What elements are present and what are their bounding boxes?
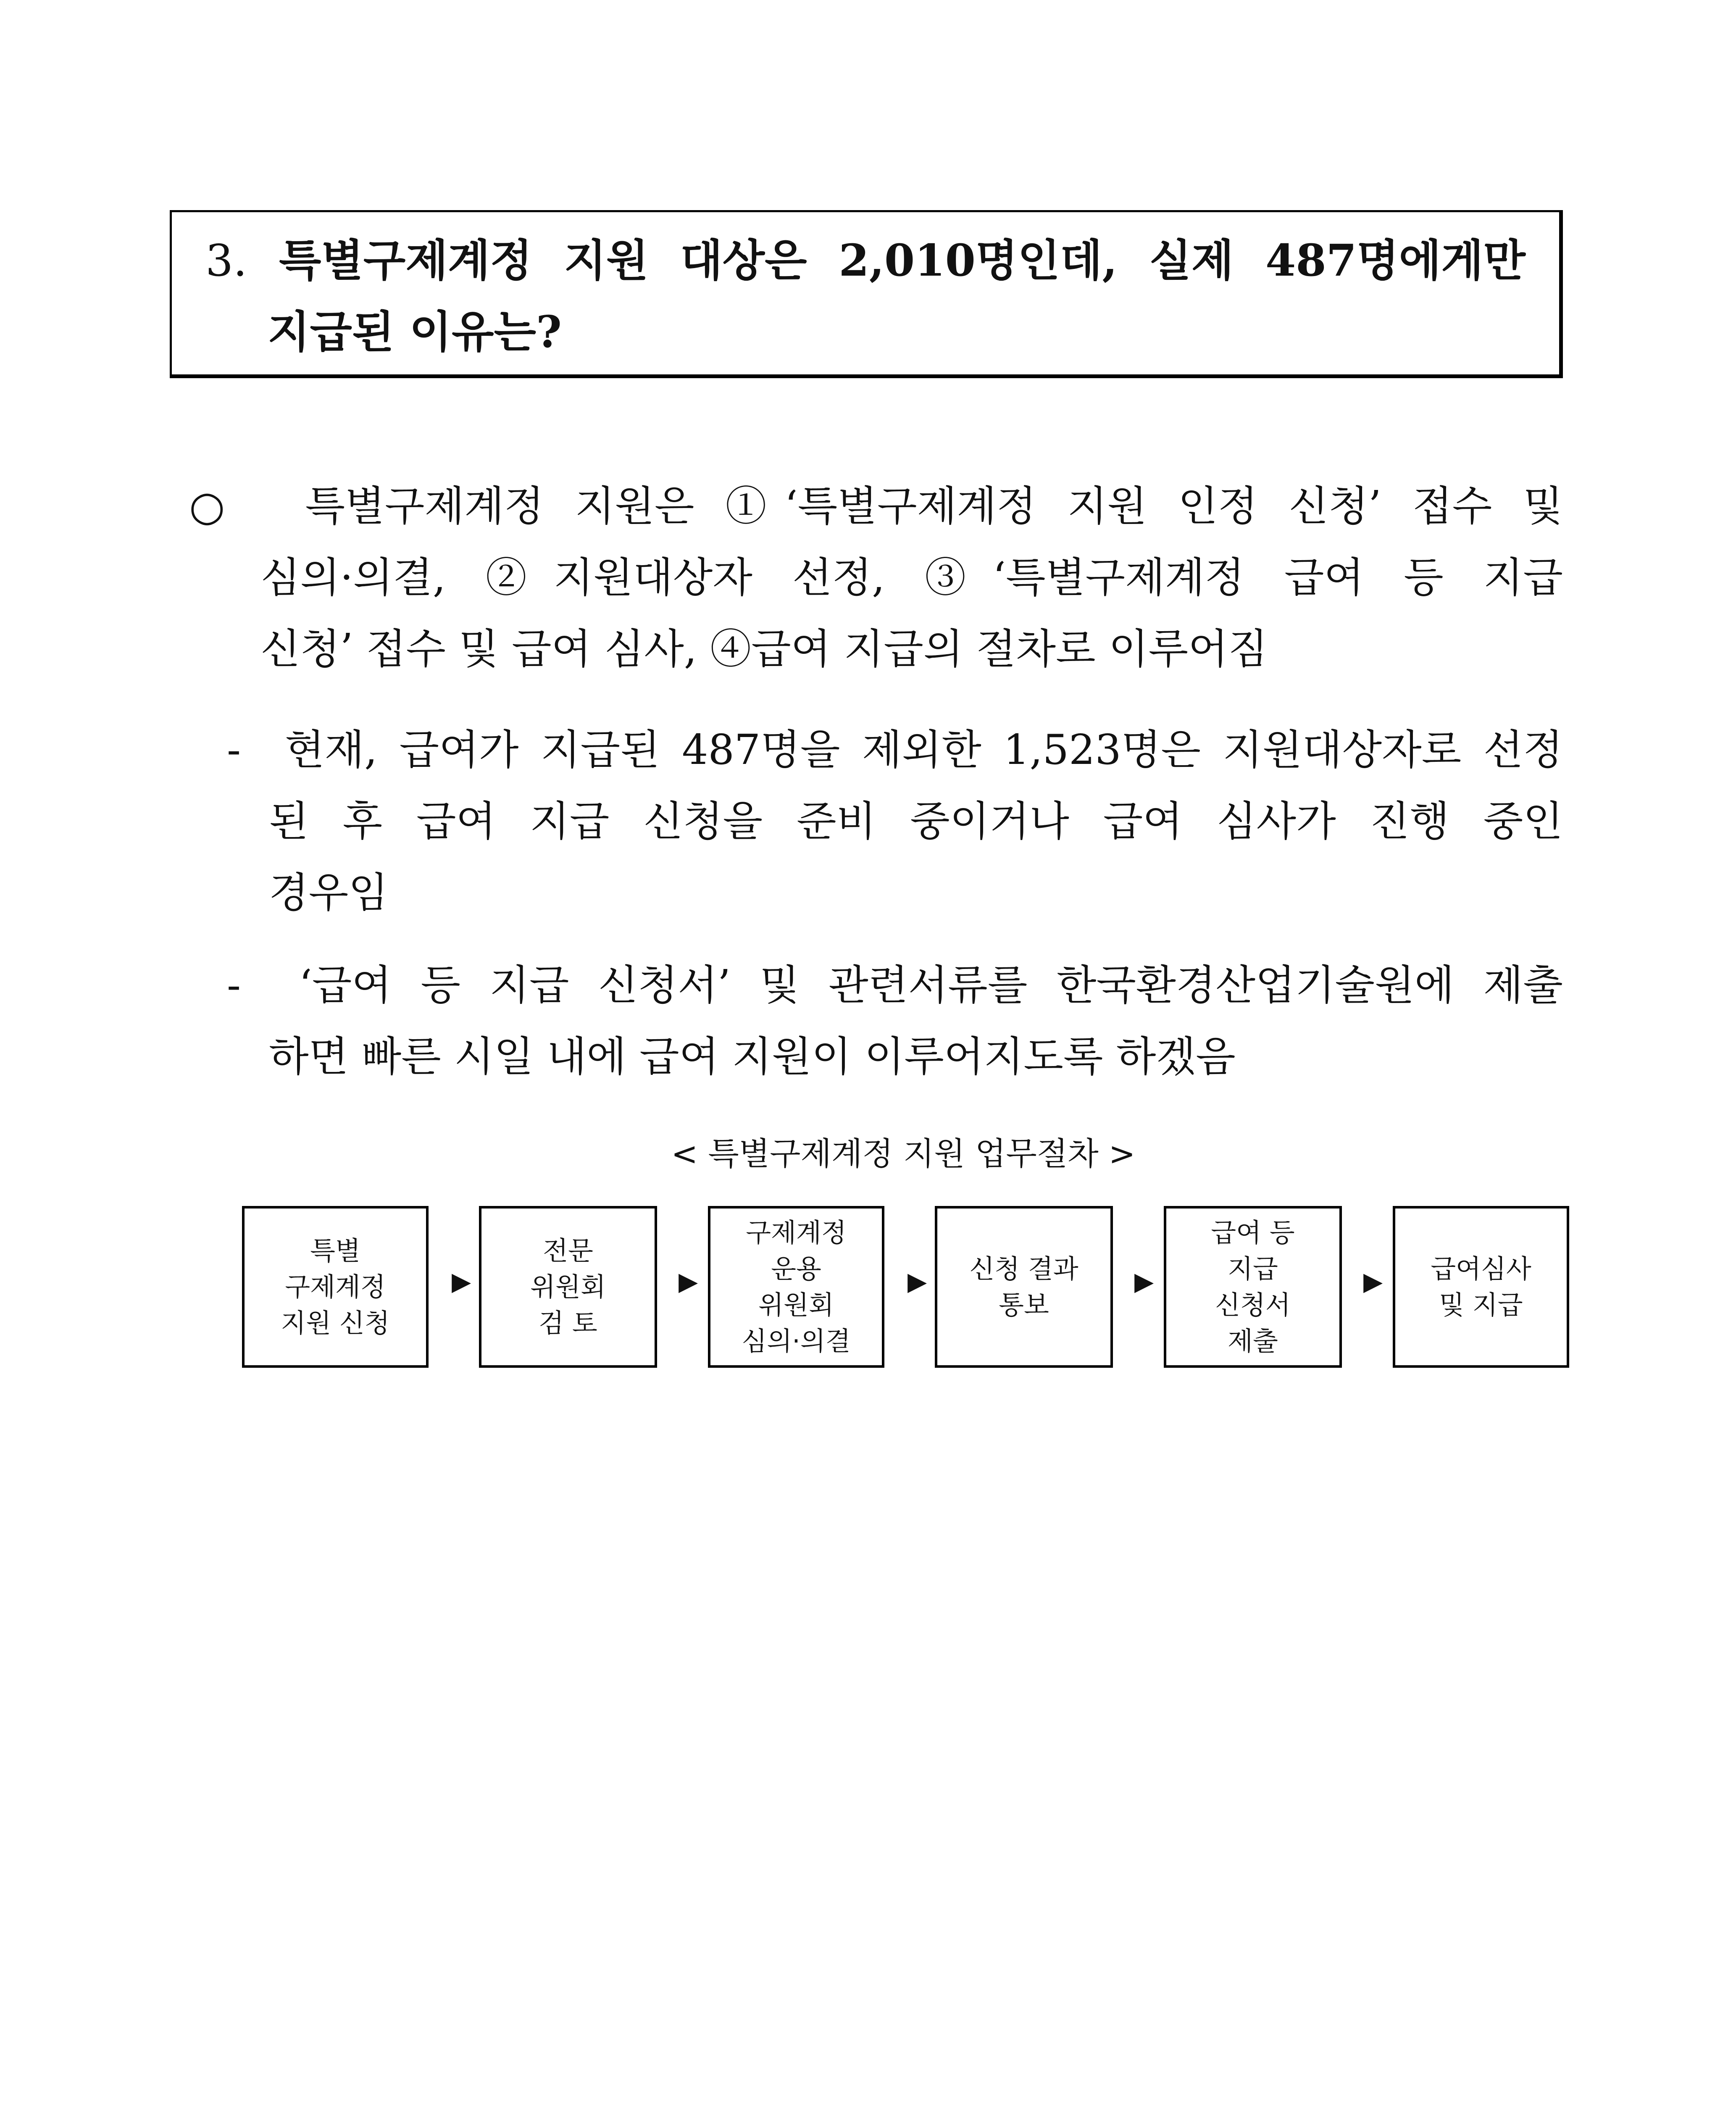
flow-step-1-line: 지원 신청 (281, 1307, 390, 1338)
dash-item-2-line-1 (227, 950, 1563, 1021)
bullet-line-1 (189, 471, 1563, 542)
flow-step-6 (1393, 1206, 1569, 1368)
dash-item-1-line-1 (227, 714, 1563, 786)
flow-step-3-line: 운용 (771, 1253, 821, 1284)
dash-marker: - (227, 961, 241, 1009)
flow-step-5-line: 제출 (1228, 1325, 1278, 1356)
flow-step-6-line: 급여심사 (1431, 1253, 1531, 1284)
bullet-line-3: 신청’ 접수 및 급여 심사, ④급여 지급의 절차로 이루어짐 (260, 625, 1268, 673)
flow-step-3-line: 구제계정 (746, 1217, 847, 1248)
bullet-line-2: 심의·의결, ②지원대상자 선정, ③‘특별구제계정 급여 등 지급 (260, 554, 1563, 602)
bullet-paragraph (189, 471, 1563, 685)
flow-step-4 (935, 1206, 1113, 1368)
dash-item-1-line-3: 경우임 (269, 869, 389, 917)
flow-step-4-line: 통보 (999, 1289, 1049, 1320)
dash-item-1-line-2: 된 후 급여 지급 신청을 준비 중이거나 급여 심사가 진행 중인 (269, 798, 1563, 845)
flow-arrow-icon: ▶ (907, 1267, 927, 1296)
circle-bullet-icon: ○ (189, 482, 243, 530)
question-number: 3. (205, 235, 247, 286)
flow-step-2-line: 전문 (543, 1235, 593, 1266)
flow-step-3-line: 심의·의결 (742, 1325, 851, 1356)
flow-arrow-icon: ▶ (452, 1267, 471, 1296)
flow-step-3-line: 위원회 (758, 1289, 834, 1320)
dash-item-2-text-1: ‘급여 등 지급 신청서’ 및 관련서류를 한국환경산업기술원에 제출 (299, 961, 1563, 1009)
dash-marker: - (227, 726, 241, 774)
flow-step-5-line: 신청서 (1215, 1289, 1291, 1320)
flow-step-1-line: 구제계정 (285, 1271, 386, 1302)
flow-step-1-line: 특별 (310, 1235, 360, 1266)
flow-step-1 (242, 1206, 429, 1368)
flow-arrow-icon: ▶ (679, 1267, 698, 1296)
flow-step-5 (1164, 1206, 1342, 1368)
question-heading-line-2: 지급된 이유는? (268, 306, 562, 358)
dash-item-2-line-2: 하면 빠른 시일 내에 급여 지원이 이루어지도록 하겠음 (269, 1033, 1236, 1081)
dash-item-2 (227, 950, 1563, 1093)
flow-caption: < 특별구제계정 지원 업무절차 > (671, 1135, 1136, 1172)
flow-arrow-icon: ▶ (1363, 1267, 1383, 1296)
question-heading-box (170, 210, 1563, 378)
question-heading-text-1: 특별구제계정 지원 대상은 2,010명인데, 실제 487명에게만 (279, 234, 1526, 286)
flow-step-2 (479, 1206, 657, 1368)
flow-step-2-line: 검 토 (539, 1307, 597, 1338)
flow-step-6-line: 및 지급 (1439, 1289, 1523, 1320)
flow-arrow-icon: ▶ (1134, 1267, 1154, 1296)
flow-step-5-line: 급여 등 (1211, 1217, 1295, 1248)
dash-item-1-text-1: 현재, 급여가 지급된 487명을 제외한 1,523명은 지원대상자로 선정 (284, 726, 1563, 774)
question-heading-line-1 (205, 225, 1526, 296)
flow-step-4-line: 신청 결과 (969, 1253, 1078, 1284)
flow-step-2-line: 위원회 (530, 1271, 606, 1302)
flow-step-5-line: 지급 (1228, 1253, 1278, 1284)
dash-item-1 (227, 714, 1563, 929)
flow-step-3 (708, 1206, 884, 1368)
bullet-text-1: 특별구제계정 지원은 ①‘특별구제계정 지원 인정 신청’ 접수 및 (305, 482, 1563, 530)
